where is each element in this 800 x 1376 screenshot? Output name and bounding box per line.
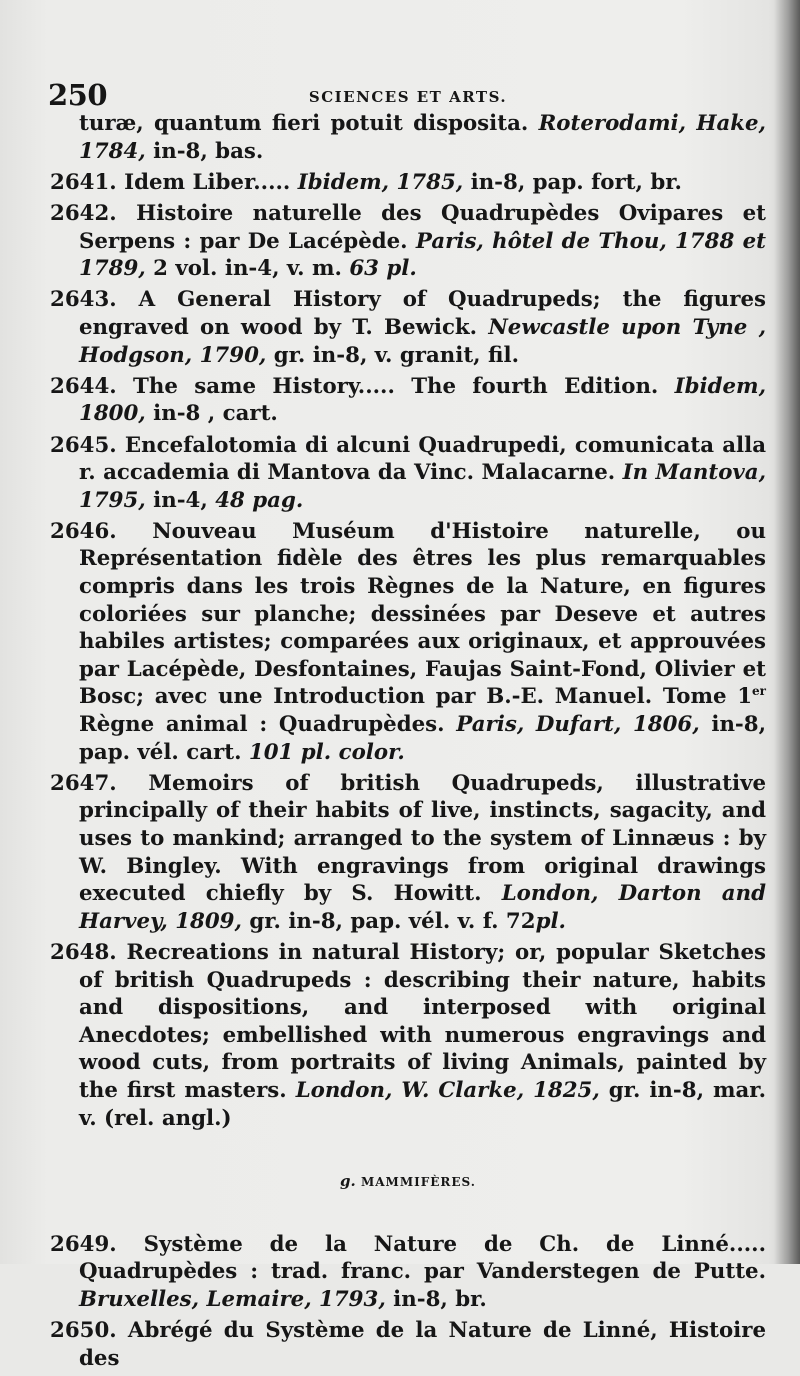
catalogue-entry-2642 (50, 200, 766, 283)
entry-tail: in-8 , cart. (153, 401, 278, 427)
entry-tail: gr. in-8, v. granit, fil. (273, 342, 519, 368)
entry-number: 2645. (50, 432, 117, 458)
entry-text-after: Règne animal : Quadrupèdes. (79, 712, 445, 738)
page-number: 250 (48, 78, 108, 112)
catalogue-entry-2650 (50, 1317, 766, 1372)
entry-text: The same History..... The fourth Edition. (133, 373, 659, 399)
entry-number: 2649. (50, 1231, 117, 1257)
entry-text: Histoire naturelle des Quadrupèdes Ovipares et Serpens : par De Lacépède. (79, 200, 766, 254)
entry-plates: 101 pl. color. (248, 739, 405, 765)
entry-text: Système de la Nature de Ch. de Linné..... Quadrupèdes : trad. franc. par Vanderstegen de Putte. (79, 1231, 766, 1285)
entry-number: 2644. (50, 373, 117, 399)
catalogue-entry-2649 (50, 1231, 766, 1314)
entry-text: Idem Liber..... (124, 169, 291, 195)
entry-imprint: London, W. Clarke, 1825, (295, 1077, 600, 1103)
entry-number: 2650. (50, 1318, 117, 1344)
entry-text: Nouveau Muséum d'Histoire naturelle, ou Représentation fidèle des êtres les plus remarquables compris dans les trois Règnes de la Nature, en figures coloriées sur planche; dessinées par Deseve et autres habiles artistes; comparées aux originaux, et approuvées par Lacépède, Desfontaines, Faujas Saint-Fond, Olivier et Bosc; avec une Introduction par B.-E. Manuel. Tome 1 (79, 518, 766, 710)
section-title: MAMMIFÈRES. (360, 1175, 476, 1190)
page-edge-shadow (774, 0, 800, 1264)
entry-text: turæ, quantum fieri potuit disposita. (79, 111, 529, 136)
entry-tail: in-8, br. (393, 1286, 487, 1312)
entry-imprint: Ibidem, 1785, (297, 169, 464, 195)
entry-tail: in-8, pap. vél. cart. (79, 712, 767, 765)
catalogue-entry-2644 (50, 373, 766, 428)
entry-imprint: Bruxelles, Lemaire, 1793, (79, 1286, 386, 1312)
superscript: er (752, 684, 766, 699)
catalogue-entry-2646 (50, 518, 766, 766)
entry-imprint: In Mantova, 1795, (79, 460, 766, 513)
catalogue-text (50, 110, 766, 1376)
entry-tail: in-8, pap. fort, br. (470, 169, 682, 195)
entry-tail: gr. in-8, mar. v. (rel. angl.) (79, 1077, 766, 1131)
section-heading (50, 1168, 766, 1197)
catalogue-entry-2643 (50, 286, 766, 369)
entry-imprint: Paris, hôtel de Thou, 1788 et 1789, (79, 228, 766, 282)
entry-number: 2646. (50, 518, 117, 544)
section-letter: g. (340, 1172, 356, 1191)
entry-number: 2641. (50, 169, 117, 195)
running-head: SCIENCES ET ARTS. (308, 88, 508, 106)
catalogue-entry-2641 (50, 169, 766, 197)
entry-number: 2643. (50, 287, 117, 313)
continuation-entry (50, 110, 766, 165)
entry-text: Encefalotomia di alcuni Quadrupedi, comunicata alla r. accademia di Mantova da Vinc. Malacarne. (79, 432, 767, 486)
entry-tail: gr. in-8, pap. vél. v. f. 72 (249, 908, 536, 934)
entry-imprint: Ibidem, 1800, (79, 373, 767, 427)
entry-tail: 2 vol. in-4, v. m. (153, 256, 342, 282)
entry-imprint: Paris, Dufart, 1806, (456, 712, 700, 738)
catalogue-entry-2648 (50, 939, 766, 1132)
entry-imprint: Newcastle upon Tyne , Hodgson, 1790, (79, 314, 766, 368)
catalogue-entry-2647 (50, 770, 766, 936)
entry-text: Memoirs of british Quadrupeds, illustrative principally of their habits of live, instincts, sagacity, and uses to mankind; arranged to the system of Linnæus : by W. Bingley. With engravings from original drawings executed chiefly by S. Howitt. (79, 770, 766, 907)
catalogue-entry-2645 (50, 432, 766, 515)
entry-imprint: Roterodami, Hake, 1784, (79, 111, 766, 164)
entry-text: A General History of Quadrupeds; the figures engraved on wood by T. Bewick. (79, 287, 767, 340)
entry-plates: pl. (535, 908, 566, 934)
entry-imprint: London, Darton and Harvey, 1809, (79, 881, 766, 934)
entry-plates: 63 pl. (349, 256, 417, 282)
entry-tail: in-8, bas. (153, 138, 264, 164)
entry-number: 2647. (50, 770, 117, 796)
entry-number: 2648. (50, 939, 117, 965)
entry-text: Recreations in natural History; or, popular Sketches of british Quadrupeds : describing their nature, habits and dispositions, and interposed with original Anecdotes; embellished with numerous engravings and wood cuts, from portraits of living Animals, painted by the first masters. (79, 939, 766, 1103)
entry-pages: 48 pag. (215, 487, 304, 513)
entry-tail: in-4, (153, 487, 208, 513)
entry-text: Abrégé du Système de la Nature de Linné, Histoire des (79, 1318, 767, 1371)
entry-number: 2642. (50, 200, 117, 226)
